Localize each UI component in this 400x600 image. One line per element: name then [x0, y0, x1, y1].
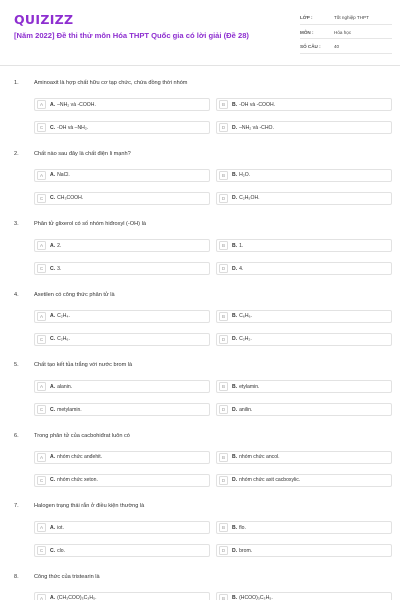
- answer-option-c[interactable]: [34, 121, 210, 134]
- answer-option-a[interactable]: [34, 592, 210, 600]
- question-number: 5.: [14, 362, 19, 368]
- option-prefix: C.: [50, 124, 56, 131]
- option-text: alanin.: [57, 383, 73, 390]
- answer-option-a[interactable]: [34, 310, 210, 323]
- option-text: C₂H₄.: [57, 313, 70, 319]
- option-text: –NH₂ và -CHO.: [239, 124, 274, 131]
- answer-option-d[interactable]: [216, 333, 392, 346]
- option-letter-box: A: [37, 523, 46, 532]
- question-text: Aminoaxit là hợp chất hữu cơ tạp chức, chứa đồng thời nhóm: [34, 80, 188, 86]
- answer-option-c[interactable]: [34, 544, 210, 557]
- answer-option-c[interactable]: [34, 474, 210, 487]
- option-letter-box: B: [219, 453, 228, 462]
- option-prefix: C.: [50, 477, 56, 483]
- option-letter-box: A: [37, 100, 46, 109]
- option-prefix: C.: [50, 406, 56, 413]
- option-prefix: A.: [50, 524, 56, 531]
- option-letter-box: D: [219, 194, 228, 203]
- answer-option-c[interactable]: [34, 403, 210, 416]
- option-letter-box: A: [37, 382, 46, 391]
- option-text: NaCl.: [57, 172, 70, 178]
- option-prefix: D.: [232, 124, 238, 131]
- answer-option-c[interactable]: [34, 262, 210, 275]
- option-text: brom.: [239, 547, 253, 554]
- answer-option-a[interactable]: [34, 98, 210, 111]
- option-letter-box: C: [37, 335, 46, 344]
- worksheet-title: [Năm 2022] Đề thi thử môn Hóa THPT Quốc gia có lời giải (Đề 28): [14, 31, 249, 40]
- option-text: 2.: [57, 242, 62, 249]
- option-text: flo.: [239, 524, 246, 531]
- header-divider: [0, 65, 400, 66]
- question-number: 1.: [14, 80, 19, 86]
- option-letter-box: B: [219, 523, 228, 532]
- option-text: nhóm chức xeton.: [57, 477, 98, 483]
- option-letter-box: D: [219, 405, 228, 414]
- answer-option-b[interactable]: [216, 239, 392, 252]
- meta-label: SỐ CÂU :: [300, 44, 321, 50]
- question-number: 4.: [14, 291, 19, 298]
- question-text: Chất tạo kết tủa trắng với nước brom là: [34, 362, 133, 368]
- option-prefix: A.: [50, 313, 56, 319]
- meta-value: Tốt nghiệp THPT: [334, 15, 369, 21]
- option-text: C₂H₅OH.: [239, 195, 260, 201]
- meta-label: LỚP :: [300, 15, 313, 21]
- answer-option-b[interactable]: [216, 310, 392, 323]
- question-number: 3.: [14, 221, 19, 227]
- option-prefix: B.: [232, 383, 238, 390]
- option-letter-box: D: [219, 123, 228, 132]
- answer-option-a[interactable]: [34, 380, 210, 393]
- option-text: 1.: [239, 242, 244, 249]
- option-text: (HCOO)₃C₃H₅.: [239, 595, 273, 600]
- option-text: H₂O.: [239, 172, 251, 178]
- option-text: etylamin.: [239, 383, 260, 390]
- meta-value: Hóa học: [334, 29, 352, 35]
- answer-option-a[interactable]: [34, 451, 210, 464]
- option-text: metylamin.: [57, 406, 82, 413]
- worksheet-meta: [300, 12, 392, 56]
- option-prefix: A.: [50, 242, 56, 249]
- meta-value: 40: [334, 44, 340, 50]
- meta-row-class: [300, 12, 392, 25]
- question-number: 8.: [14, 573, 19, 580]
- answer-option-b[interactable]: [216, 380, 392, 393]
- option-letter-box: A: [37, 241, 46, 250]
- answer-option-d[interactable]: [216, 192, 392, 205]
- option-text: nhóm chức ancol.: [239, 454, 280, 460]
- question-number: 2.: [14, 150, 19, 157]
- meta-row-subject: [300, 27, 392, 40]
- answer-option-c[interactable]: [34, 192, 210, 205]
- option-text: C₂H₆.: [57, 336, 70, 342]
- option-text: C₂H₂.: [239, 336, 252, 342]
- option-letter-box: B: [219, 241, 228, 250]
- option-text: –NH₂ và -COOH.: [57, 101, 96, 108]
- option-prefix: D.: [232, 406, 238, 413]
- answer-option-a[interactable]: [34, 239, 210, 252]
- option-text: 3.: [57, 265, 62, 272]
- option-prefix: C.: [50, 265, 56, 272]
- option-prefix: D.: [232, 336, 238, 342]
- quizizz-logo: QUIZIZZ: [14, 12, 74, 27]
- option-letter-box: B: [219, 100, 228, 109]
- option-prefix: D.: [232, 547, 238, 554]
- answer-option-d[interactable]: [216, 544, 392, 557]
- option-letter-box: D: [219, 335, 228, 344]
- option-prefix: B.: [232, 313, 238, 319]
- answer-option-d[interactable]: [216, 474, 392, 487]
- option-letter-box: B: [219, 382, 228, 391]
- option-text: (CH₃COO)₃C₃H₅.: [57, 595, 97, 600]
- option-letter-box: B: [219, 312, 228, 321]
- option-prefix: B.: [232, 172, 238, 178]
- option-letter-box: C: [37, 264, 46, 273]
- option-letter-box: C: [37, 546, 46, 555]
- option-letter-box: C: [37, 405, 46, 414]
- option-letter-box: C: [37, 476, 46, 485]
- answer-option-a[interactable]: [34, 521, 210, 534]
- option-letter-box: A: [37, 453, 46, 462]
- option-prefix: D.: [232, 477, 238, 483]
- option-letter-box: C: [37, 194, 46, 203]
- option-text: C₆H₆.: [239, 313, 252, 319]
- option-letter-box: B: [219, 171, 228, 180]
- option-text: iot.: [57, 524, 64, 531]
- question-text: Công thức của tristearin là: [34, 573, 100, 580]
- answer-option-c[interactable]: [34, 333, 210, 346]
- option-prefix: B.: [232, 242, 238, 249]
- option-prefix: B.: [232, 524, 238, 531]
- question-number: 6.: [14, 432, 19, 439]
- option-letter-box: D: [219, 546, 228, 555]
- option-letter-box: A: [37, 594, 46, 600]
- option-text: nhóm chức axit cacboxylic.: [239, 477, 301, 483]
- option-prefix: A.: [50, 454, 56, 460]
- question-number: 7.: [14, 503, 19, 509]
- option-prefix: B.: [232, 454, 238, 460]
- option-prefix: C.: [50, 195, 56, 201]
- meta-row-count: [300, 41, 392, 54]
- question-text: Trong phân tử của cacbohiđrat luôn có: [34, 432, 130, 439]
- question-text: Chất nào sau đây là chất điện li mạnh?: [34, 150, 131, 157]
- option-text: anilin.: [239, 406, 253, 413]
- option-prefix: C.: [50, 336, 56, 342]
- option-text: -OH và -COOH.: [239, 101, 276, 108]
- answer-option-b[interactable]: [216, 169, 392, 182]
- option-prefix: A.: [50, 383, 56, 390]
- answer-option-b[interactable]: [216, 521, 392, 534]
- option-prefix: B.: [232, 595, 238, 600]
- answer-option-d[interactable]: [216, 262, 392, 275]
- meta-label: MÔN :: [300, 29, 314, 35]
- option-letter-box: A: [37, 171, 46, 180]
- option-text: -OH và –NH₂.: [57, 124, 89, 131]
- option-prefix: C.: [50, 547, 56, 554]
- answer-option-b[interactable]: [216, 98, 392, 111]
- option-prefix: A.: [50, 595, 56, 600]
- answer-option-a[interactable]: [34, 169, 210, 182]
- answer-option-d[interactable]: [216, 121, 392, 134]
- worksheet-header: [0, 0, 400, 62]
- option-text: 4.: [239, 265, 244, 272]
- option-letter-box: D: [219, 264, 228, 273]
- answer-option-b[interactable]: [216, 451, 392, 464]
- question-text: Axetilen có công thức phân tử là: [34, 291, 115, 298]
- question-text: Halogen trạng thái rắn ở điều kiện thường là: [34, 503, 145, 509]
- option-letter-box: A: [37, 312, 46, 321]
- option-letter-box: B: [219, 594, 228, 600]
- option-prefix: D.: [232, 195, 238, 201]
- option-prefix: B.: [232, 101, 238, 108]
- option-letter-box: D: [219, 476, 228, 485]
- option-text: clo.: [57, 547, 66, 554]
- answer-option-d[interactable]: [216, 403, 392, 416]
- option-text: CH₃COOH.: [57, 195, 84, 201]
- answer-option-b[interactable]: [216, 592, 392, 600]
- option-prefix: A.: [50, 101, 56, 108]
- question-text: Phân tử glixerol có số nhóm hiđroxyl (-OH) là: [34, 221, 146, 227]
- option-prefix: D.: [232, 265, 238, 272]
- option-text: nhóm chức anđehit.: [57, 454, 103, 460]
- option-letter-box: C: [37, 123, 46, 132]
- option-prefix: A.: [50, 172, 56, 178]
